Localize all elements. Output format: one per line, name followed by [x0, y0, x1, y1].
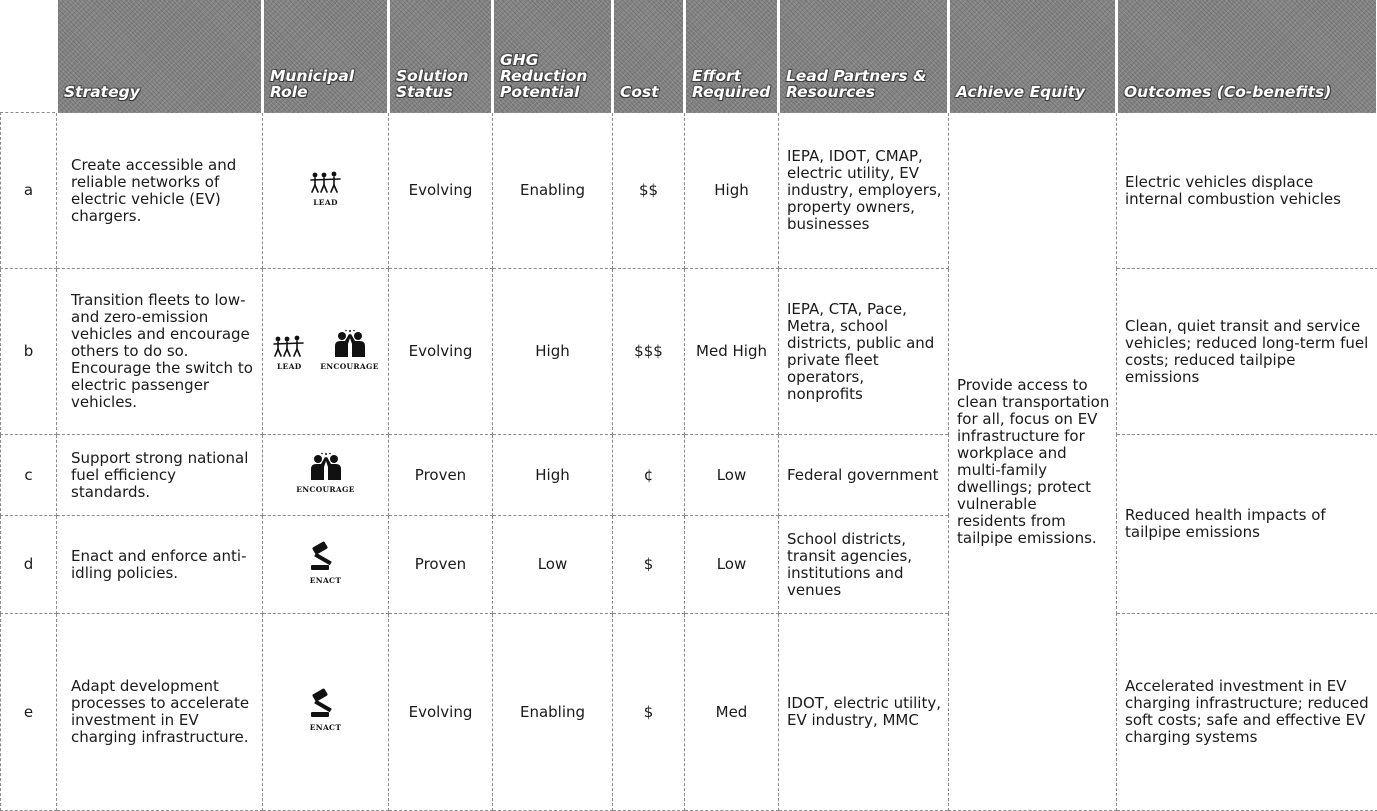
cost-cell: ¢	[613, 435, 685, 516]
row-id: d	[1, 516, 57, 614]
partners-cell: Federal government	[779, 435, 949, 516]
cost-cell: $$$	[613, 269, 685, 435]
row-id: a	[1, 113, 57, 269]
header-row	[1, 0, 1377, 113]
cost-cell: $	[613, 516, 685, 614]
cost-cell: $	[613, 614, 685, 811]
enact-role	[309, 688, 343, 736]
role-cell	[263, 614, 389, 811]
ghg-cell: Enabling	[493, 113, 613, 269]
encourage-icon	[331, 329, 369, 357]
row-id: b	[1, 269, 57, 435]
header-cost: Cost	[613, 0, 685, 113]
partners-cell: School districts, transit agencies, institutions and venues	[779, 516, 949, 614]
table-row	[1, 435, 1377, 516]
status-cell: Evolving	[389, 614, 493, 811]
role-label: ENACT	[310, 572, 341, 589]
role-label: LEAD	[277, 358, 302, 375]
outcomes-cell: Accelerated investment in EV charging infrastructure; reduced soft costs; safe and effective EV charging systems	[1117, 614, 1377, 811]
role-label: LEAD	[313, 194, 338, 211]
table-row	[1, 614, 1377, 811]
enact-role	[309, 541, 343, 589]
row-id: c	[1, 435, 57, 516]
role-cell	[263, 113, 389, 269]
effort-cell: High	[685, 113, 779, 269]
table-row	[1, 113, 1377, 269]
effort-cell: Med High	[685, 269, 779, 435]
partners-cell: IEPA, IDOT, CMAP, electric utility, EV industry, employers, property owners, businesses	[779, 113, 949, 269]
strategy-cell: Create accessible and reliable networks of electric vehicle (EV) chargers.	[57, 113, 263, 269]
enact-icon	[309, 688, 343, 718]
header-partners: Lead Partners & Resources	[779, 0, 949, 113]
row-id: e	[1, 614, 57, 811]
lead-icon	[309, 171, 343, 193]
role-label: ENACT	[310, 719, 341, 736]
header-outcomes: Outcomes (Co-benefits)	[1117, 0, 1377, 113]
status-cell: Proven	[389, 435, 493, 516]
header-strategy: Strategy	[57, 0, 263, 113]
enact-icon	[309, 541, 343, 571]
role-cell	[263, 269, 389, 435]
ghg-cell: Low	[493, 516, 613, 614]
header-effort: Effort Required	[685, 0, 779, 113]
header-ghg-reduction: GHG Reduction Potential	[493, 0, 613, 113]
ghg-cell: High	[493, 269, 613, 435]
lead-role	[272, 335, 306, 375]
status-cell: Proven	[389, 516, 493, 614]
encourage-role	[320, 329, 379, 375]
effort-cell: Low	[685, 516, 779, 614]
header-equity: Achieve Equity	[949, 0, 1117, 113]
effort-cell: Med	[685, 614, 779, 811]
effort-cell: Low	[685, 435, 779, 516]
outcomes-cell: Electric vehicles displace internal combustion vehicles	[1117, 113, 1377, 269]
equity-cell: Provide access to clean transportation for all, focus on EV infrastructure for workplace and multi-family dwellings; protect vulnerable residents from tailpipe emissions.	[949, 113, 1117, 811]
status-cell: Evolving	[389, 269, 493, 435]
role-label: ENCOURAGE	[296, 481, 355, 498]
role-cell	[263, 516, 389, 614]
outcomes-cell: Reduced health impacts of tailpipe emissions	[1117, 435, 1377, 614]
outcomes-cell: Clean, quiet transit and service vehicles; reduced long-term fuel costs; reduced tailpipe emissions	[1117, 269, 1377, 435]
role-cell	[263, 435, 389, 516]
ghg-cell: Enabling	[493, 614, 613, 811]
strategy-cell: Adapt development processes to accelerate investment in EV charging infrastructure.	[57, 614, 263, 811]
strategy-cell: Enact and enforce anti-idling policies.	[57, 516, 263, 614]
partners-cell: IDOT, electric utility, EV industry, MMC	[779, 614, 949, 811]
strategy-cell: Support strong national fuel efficiency standards.	[57, 435, 263, 516]
header-blank	[1, 0, 57, 113]
ghg-cell: High	[493, 435, 613, 516]
header-solution-status: Solution Status	[389, 0, 493, 113]
encourage-icon	[307, 452, 345, 480]
status-cell: Evolving	[389, 113, 493, 269]
lead-icon	[272, 335, 306, 357]
role-label: ENCOURAGE	[320, 358, 379, 375]
strategy-cell: Transition fleets to low- and zero-emission vehicles and encourage others to do so. Encourage the switch to electric passenger vehicles.	[57, 269, 263, 435]
lead-role	[309, 171, 343, 211]
partners-cell: IEPA, CTA, Pace, Metra, school districts, public and private fleet operators, nonprofits	[779, 269, 949, 435]
encourage-role	[296, 452, 355, 498]
table-row	[1, 269, 1377, 435]
header-municipal-role: Municipal Role	[263, 0, 389, 113]
cost-cell: $$	[613, 113, 685, 269]
